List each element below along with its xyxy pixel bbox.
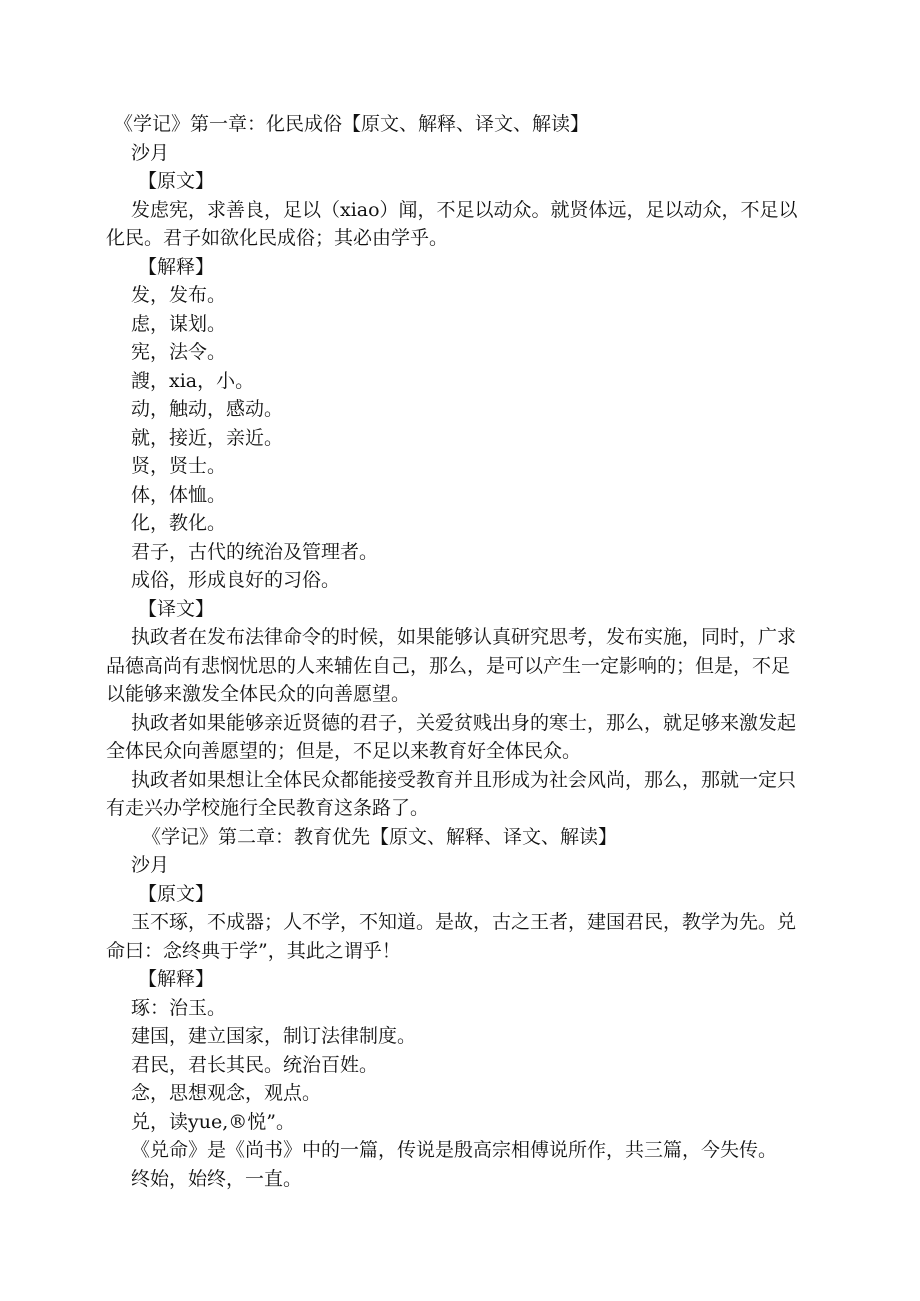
chapter-1-note: 化，教化。: [131, 512, 227, 534]
chapter-1-author: 沙月: [131, 141, 170, 164]
chapter-1-note: 君子，古代的统治及管理者。: [131, 540, 379, 563]
chapter-2-note: 终始，始终，一直。: [131, 1167, 303, 1190]
chapter-1-note: 发，发布。: [131, 284, 227, 306]
chapter-2-notes-heading: 【解释】: [138, 968, 215, 990]
chapter-1-note: 成俗，形成良好的习俗。: [131, 569, 341, 591]
chapter-1-note: 虑，谋划。: [131, 312, 227, 335]
chapter-1-note: 宪，法令。: [131, 341, 227, 363]
chapter-1-translation-paragraph: 执政者如果想让全体民众都能接受教育并且形成为社会风尚，那么，那就一定只有走兴办学校施行全民教育这条路了。: [106, 768, 797, 819]
chapter-2-note: 琢：治玉。: [131, 996, 227, 1019]
chapter-1-translation-heading: 【译文】: [138, 597, 215, 620]
chapter-2-note: 《兑命》是《尚书》中的一篇，传说是殷高宗相傅说所作，共三篇，今失传。: [131, 1139, 778, 1161]
chapter-1-original-text: 发虑宪，求善良，足以（xiao）闻，不足以动众。就贤体远，足以动众，不足以化民。君子如欲化民成俗；其必由学乎。: [106, 198, 798, 249]
chapter-2-note: 兑，读yue,®悦”。: [131, 1110, 295, 1133]
chapter-1-note: 贤，贤士。: [131, 455, 227, 477]
chapter-1-translation-paragraph: 执政者在发布法律命令的时候，如果能够认真研究思考，发布实施，同时，广求品德高尚有悲悯忧思的人来辅佐自己，那么，是可以产生一定影响的；但是，不足以能够来激发全体民众的向善愿望。: [106, 626, 797, 705]
chapter-2-original-heading: 【原文】: [138, 882, 215, 905]
chapter-1-note: 謏，xia，小。: [131, 369, 255, 392]
chapter-2-title: 《学记》第二章：教育优先【原文、解释、译文、解读】: [142, 825, 618, 848]
chapter-1-notes-heading: 【解释】: [138, 255, 215, 278]
chapter-1-original-heading: 【原文】: [138, 170, 215, 192]
chapter-2-original-text: 玉不琢，不成器；人不学，不知道。是故，古之王者，建国君民，教学为先。兑命曰：念终典于学”，其此之谓乎！: [106, 911, 797, 962]
chapter-2-note: 念，思想观念，观点。: [131, 1082, 322, 1104]
chapter-1-note: 动，触动，感动。: [131, 398, 284, 420]
chapter-1-translation-paragraph: 执政者如果能够亲近贤德的君子，关爱贫贱出身的寒士，那么，就足够来激发起全体民众向善愿望的；但是，不足以来教育好全体民众。: [106, 711, 797, 762]
chapter-1-note: 体，体恤。: [131, 483, 227, 506]
chapter-2-note: 君民，君长其民。统治百姓。: [131, 1053, 379, 1076]
document-body: [106, 110, 806, 1193]
chapter-2-note: 建国，建立国家，制订法律制度。: [131, 1025, 417, 1047]
chapter-1-title: 《学记》第一章：化民成俗【原文、解释、译文、解读】: [114, 113, 590, 135]
chapter-2-author: 沙月: [131, 854, 170, 876]
chapter-1-note: 就，接近，亲近。: [131, 426, 284, 449]
